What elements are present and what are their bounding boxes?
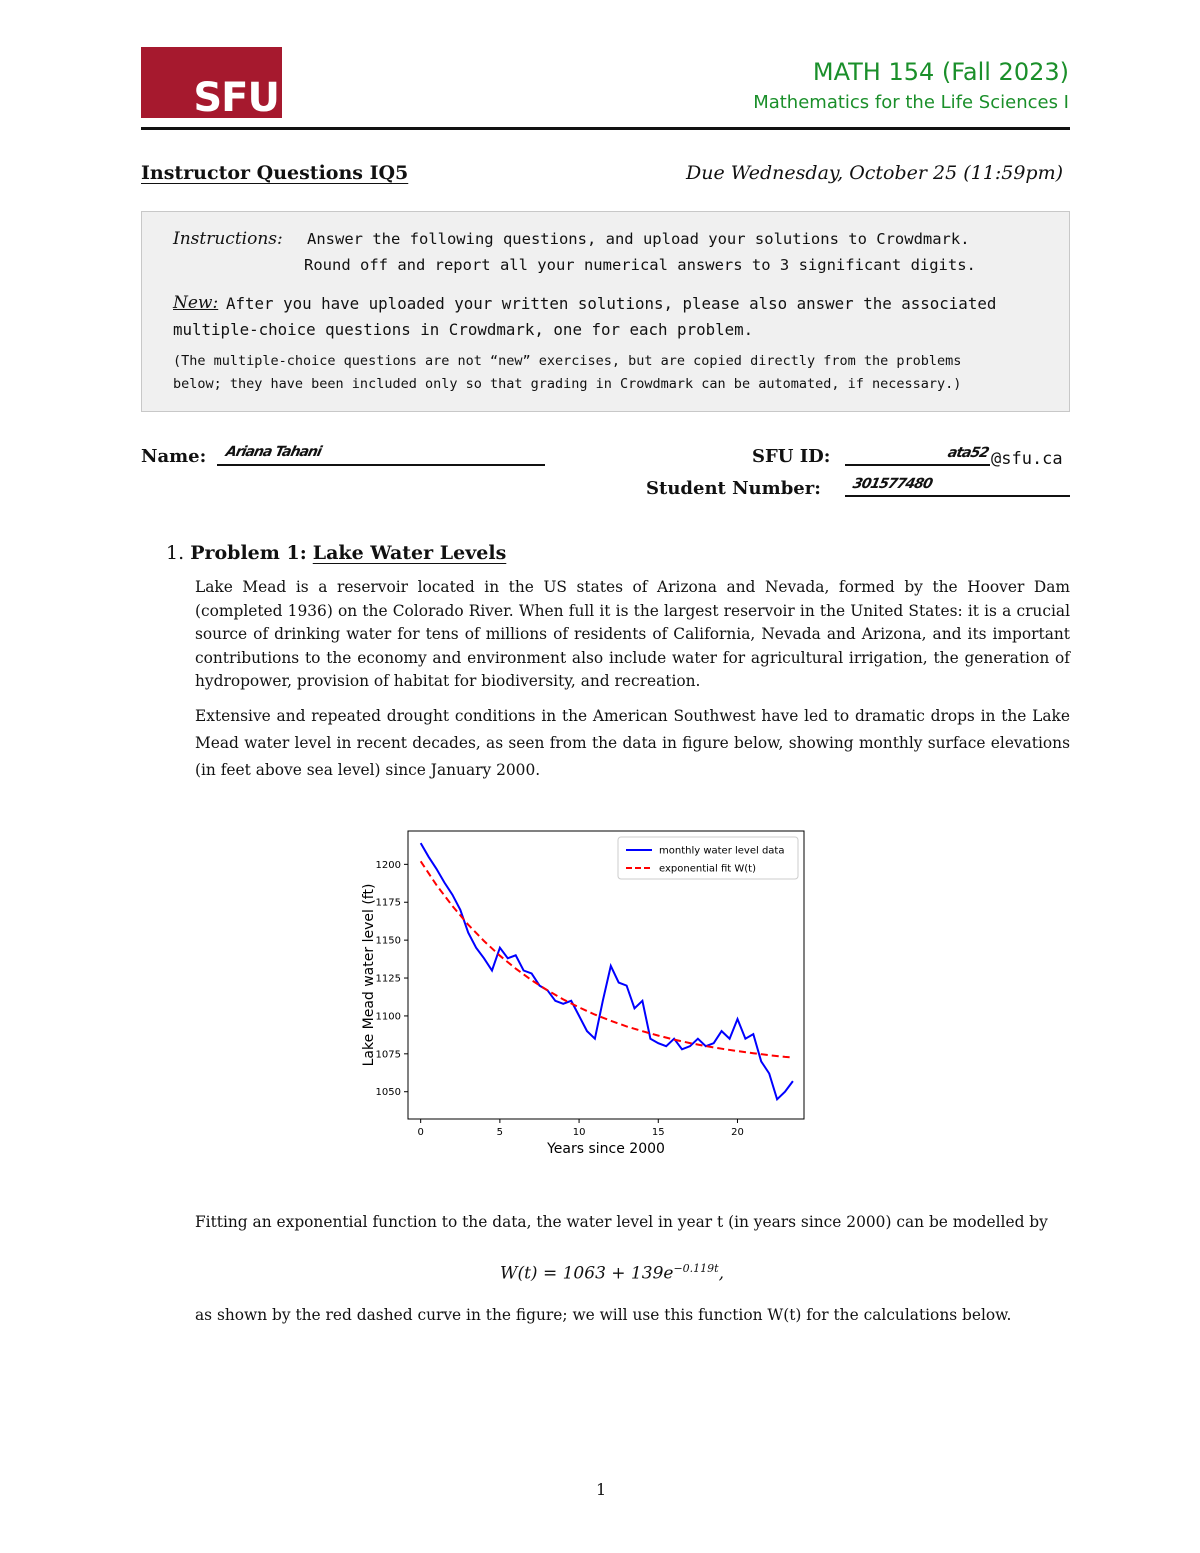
new-line-2: multiple-choice questions in Crowdmark, one for each problem. [173,320,754,339]
student-number-value: 301577480 [851,476,934,492]
header-rule [141,127,1070,130]
new-label: New: [173,293,219,313]
problem-number: 1. [166,542,185,564]
logo-text: SFU [193,75,279,121]
x-axis-label: Years since 2000 [547,1141,665,1157]
y-tick-label: 1125 [375,973,401,985]
y-tick-label: 1100 [375,1011,401,1023]
name-label: Name: [141,446,207,467]
y-axis-label: Lake Mead water level (ft) [361,883,377,1067]
instructions-line-2: Round off and report all your numerical answers to 3 significant digits. [304,256,976,274]
y-tick-label: 1050 [375,1087,401,1099]
x-tick-label: 5 [496,1127,504,1138]
x-tick-label: 10 [572,1127,586,1138]
new-line-1: After you have uploaded your written solutions, please also answer the associated [226,294,997,313]
name-line [217,464,545,466]
y-tick-label: 1150 [375,935,401,947]
legend-label-2: exponential fit W(t) [659,863,756,875]
formula-exponent: −0.119t [673,1262,719,1275]
chart-svg [355,826,815,1161]
course-title: MATH 154 (Fall 2023) [812,58,1069,86]
sfu-id-suffix: @sfu.ca [991,449,1063,469]
y-tick-label: 1175 [375,897,401,909]
student-number-line [845,495,1070,497]
student-number-label: Student Number: [646,478,821,499]
sfu-id-line [845,464,990,466]
y-tick-label: 1200 [375,859,401,871]
course-subtitle: Mathematics for the Life Sciences I [753,92,1069,113]
problem-paragraph-3: Fitting an exponential function to the data, the water level in year t (in years since 2000) can be modelled by [195,1213,1048,1231]
problem-heading [166,542,506,564]
y-tick-label: 1075 [375,1049,401,1061]
problem-label: Problem 1: [190,542,307,564]
sfu-logo [141,47,282,121]
x-tick-label: 0 [417,1127,424,1138]
formula [500,1262,724,1284]
instructions-label: Instructions: [173,229,283,249]
instructions-line-1: Answer the following questions, and upload your solutions to Crowdmark. [307,230,970,248]
formula-tail: , [718,1263,724,1284]
x-tick-label: 15 [651,1127,665,1138]
sfu-id-label: SFU ID: [752,446,831,467]
page-number: 1 [596,1480,607,1499]
lake-mead-chart [355,826,815,1161]
legend-label-1: monthly water level data [659,845,785,857]
name-value: Ariana Tahani [224,444,323,460]
due-date: Due Wednesday, October 25 (11:59pm) [686,162,1063,184]
problem-title: Lake Water Levels [312,542,507,564]
problem-paragraph-4: as shown by the red dashed curve in the figure; we will use this function W(t) for the calculations below. [195,1306,1012,1324]
problem-paragraph-2: Extensive and repeated drought conditions in the American Southwest have led to dramatic drops in the Lake Mead water level in recent decades, as seen from the data in figure below, showing monthly surface elevations (in feet above sea level) since January 2000. [195,707,1070,779]
problem-paragraph-1: Lake Mead is a reservoir located in the US states of Arizona and Nevada, formed by the Hoover Dam (completed 1936) on the Colorado River. When full it is the largest reservoir in the United States: it is a crucial source of drinking water for tens of millions of residents of California, Nevada and Arizona, and its important contributions to the economy and environment also include water for agricultural irrigation, the generation of hydropower, provision of habitat for biodiversity, and recreation. [195,578,1070,690]
instructions-box [141,211,1070,412]
sfu-id-value: ata52 [946,445,990,461]
assignment-title: Instructor Questions IQ5 [141,162,409,184]
note-line-2: below; they have been included only so that grading in Crowdmark can be automated, if necessary.) [173,376,962,392]
note-line-1: (The multiple-choice questions are not “new” exercises, but are copied directly from the problems [173,353,962,369]
formula-lhs: W(t) = 1063 + 139e [500,1263,674,1284]
x-tick-label: 20 [731,1127,744,1138]
